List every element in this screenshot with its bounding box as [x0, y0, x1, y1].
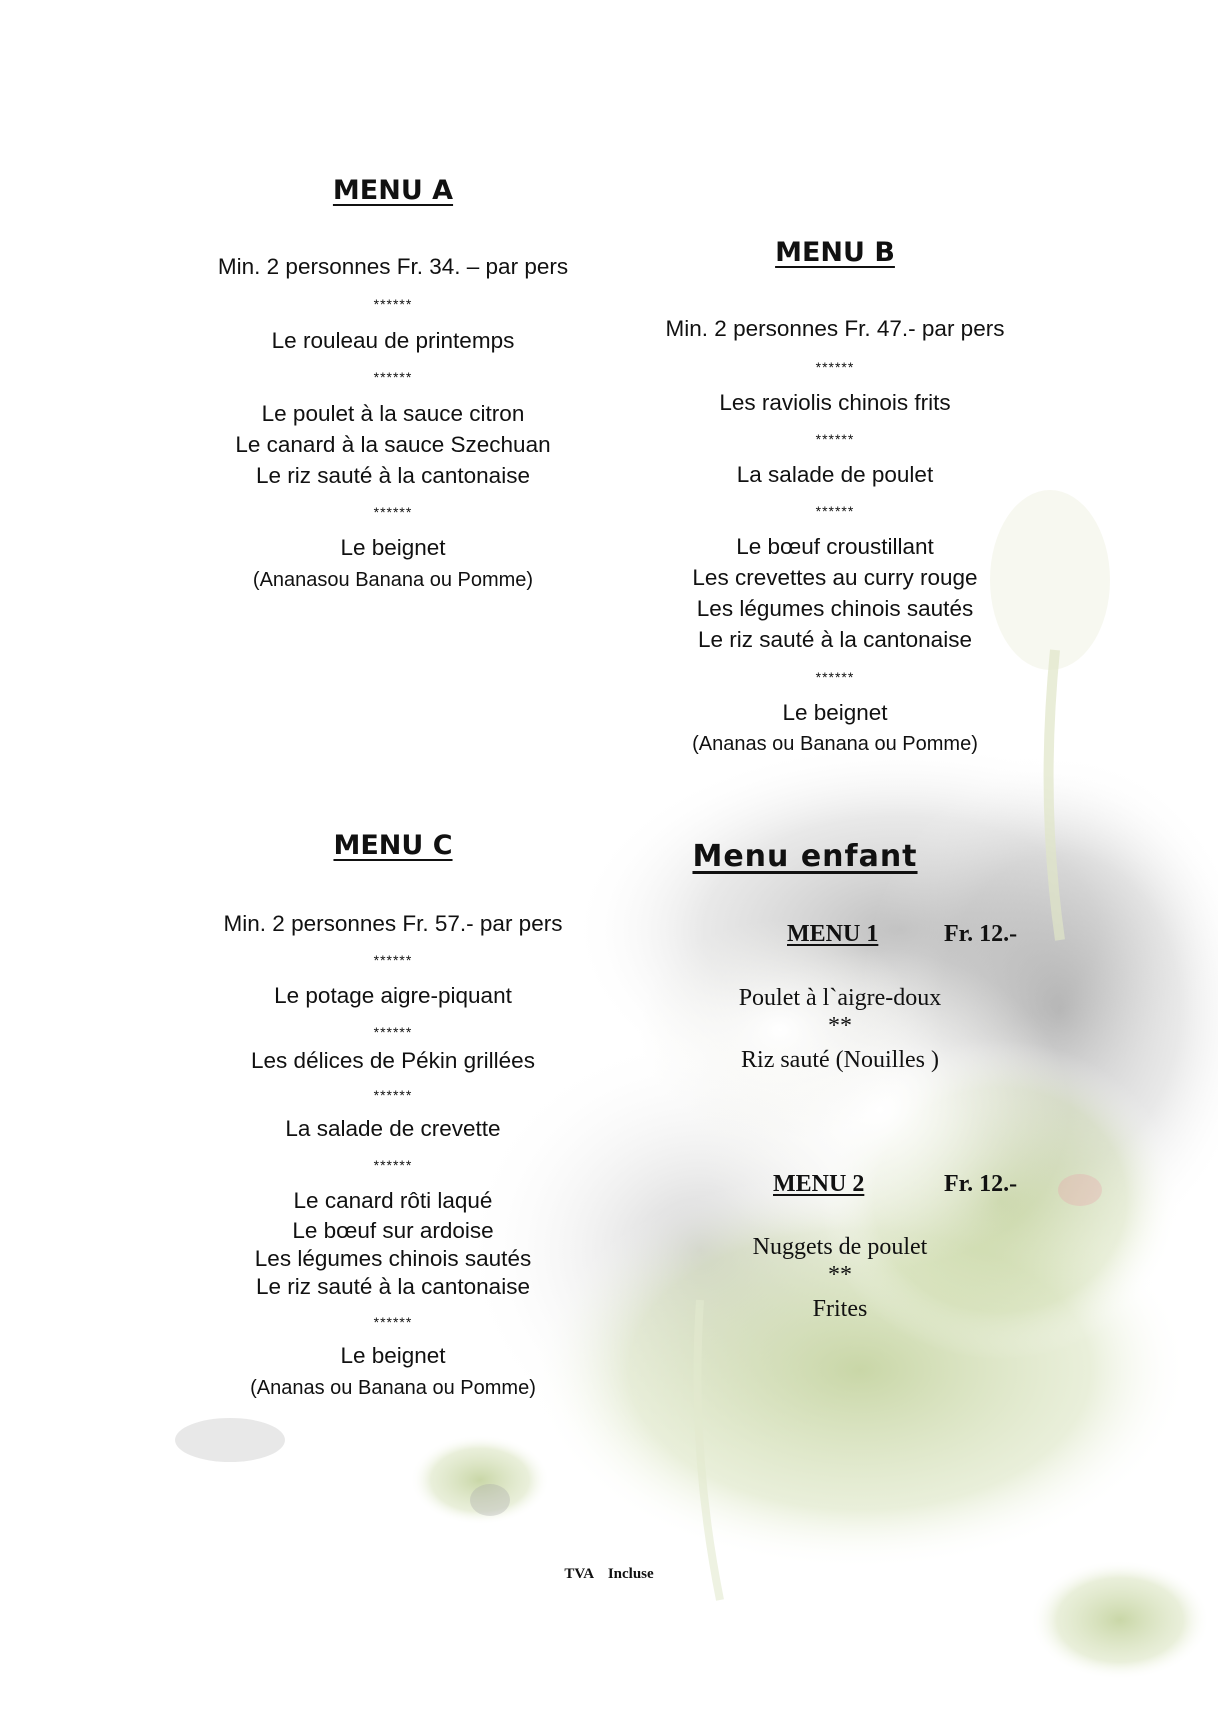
kids-menu-title: Menu enfant: [692, 839, 918, 874]
menu-b-main: Le bœuf croustillant: [736, 534, 934, 559]
menu-a-price: Min. 2 personnes Fr. 34. – par pers: [217, 254, 569, 279]
footer-tax-note: [0, 1566, 1218, 1583]
menu-c-main: Le riz sauté à la cantonaise: [256, 1274, 530, 1299]
menu-b-main: Les crevettes au curry rouge: [692, 565, 978, 590]
menu-c-soup: Le potage aigre-piquant: [274, 983, 512, 1008]
menu-c-separator: ******: [373, 1157, 413, 1173]
menu-c-section: [183, 815, 603, 1415]
menu-a-dessert: Le beignet: [340, 535, 446, 560]
menu-b-dessert-options: (Ananas ou Banana ou Pomme): [692, 733, 978, 755]
kids-menu-1-item: Poulet à l`aigre-doux: [738, 985, 942, 1011]
kids-menu-2-item: Nuggets de poulet: [752, 1234, 928, 1260]
menu-b-separator: ******: [815, 431, 855, 447]
footer-incluse: Incluse: [607, 1566, 654, 1582]
menu-a-dessert-options: (Ananasou Banana ou Pomme): [252, 569, 534, 591]
menu-a-separator: ******: [373, 369, 413, 385]
kids-menu-1-name: MENU 1: [787, 921, 879, 947]
menu-b-separator: ******: [815, 359, 855, 375]
menu-b-separator: ******: [815, 503, 855, 519]
kids-menu-2-price: Fr. 12.-: [944, 1171, 1018, 1197]
menu-b-title: MENU B: [775, 237, 895, 268]
kids-menu-2-name: MENU 2: [773, 1171, 865, 1197]
menu-a-main: Le riz sauté à la cantonaise: [256, 463, 530, 488]
menu-c-salad: La salade de crevette: [285, 1116, 501, 1141]
menu-b-starter: Les raviolis chinois frits: [719, 390, 951, 415]
menu-b-dessert: Le beignet: [782, 700, 888, 725]
menu-c-separator: ******: [373, 1024, 413, 1040]
menu-a-separator: ******: [373, 296, 413, 312]
menu-a-starter: Le rouleau de printemps: [271, 328, 515, 353]
menu-b-main: Le riz sauté à la cantonaise: [698, 627, 972, 652]
menu-c-dessert: Le beignet: [340, 1343, 446, 1368]
menu-b-price: Min. 2 personnes Fr. 47.- par pers: [665, 316, 1005, 341]
menu-a-section: [183, 160, 603, 600]
menu-c-price: Min. 2 personnes Fr. 57.- par pers: [223, 911, 563, 936]
kids-menu-section: [630, 830, 1050, 1350]
menu-b-salad: La salade de poulet: [736, 462, 934, 487]
kids-menu-1-separator: **: [828, 1013, 852, 1039]
menu-c-separator: ******: [373, 1087, 413, 1103]
kids-menu-1-price: Fr. 12.-: [944, 921, 1018, 947]
menu-c-main: Le bœuf sur ardoise: [292, 1218, 494, 1243]
menu-c-dessert-options: (Ananas ou Banana ou Pomme): [250, 1377, 536, 1399]
kids-menu-2-item: Frites: [812, 1296, 868, 1322]
menu-c-separator: ******: [373, 1314, 413, 1330]
menu-b-section: [630, 222, 1040, 762]
kids-menu-2-separator: **: [828, 1262, 852, 1288]
menu-a-title: MENU A: [332, 175, 454, 206]
kids-menu-1-item: Riz sauté (Nouilles ): [741, 1047, 939, 1073]
menu-c-separator: ******: [373, 952, 413, 968]
menu-c-main: Les légumes chinois sautés: [254, 1246, 532, 1271]
menu-b-separator: ******: [815, 669, 855, 685]
footer-tva: TVA: [564, 1566, 595, 1582]
menu-a-main: Le poulet à la sauce citron: [261, 401, 525, 426]
menu-a-separator: ******: [373, 504, 413, 520]
menu-c-main: Le canard rôti laqué: [293, 1188, 493, 1213]
menu-c-title: MENU C: [333, 830, 453, 861]
menu-c-starter: Les délices de Pékin grillées: [251, 1048, 535, 1073]
menu-a-main: Le canard à la sauce Szechuan: [235, 432, 551, 457]
menu-b-main: Les légumes chinois sautés: [696, 596, 974, 621]
